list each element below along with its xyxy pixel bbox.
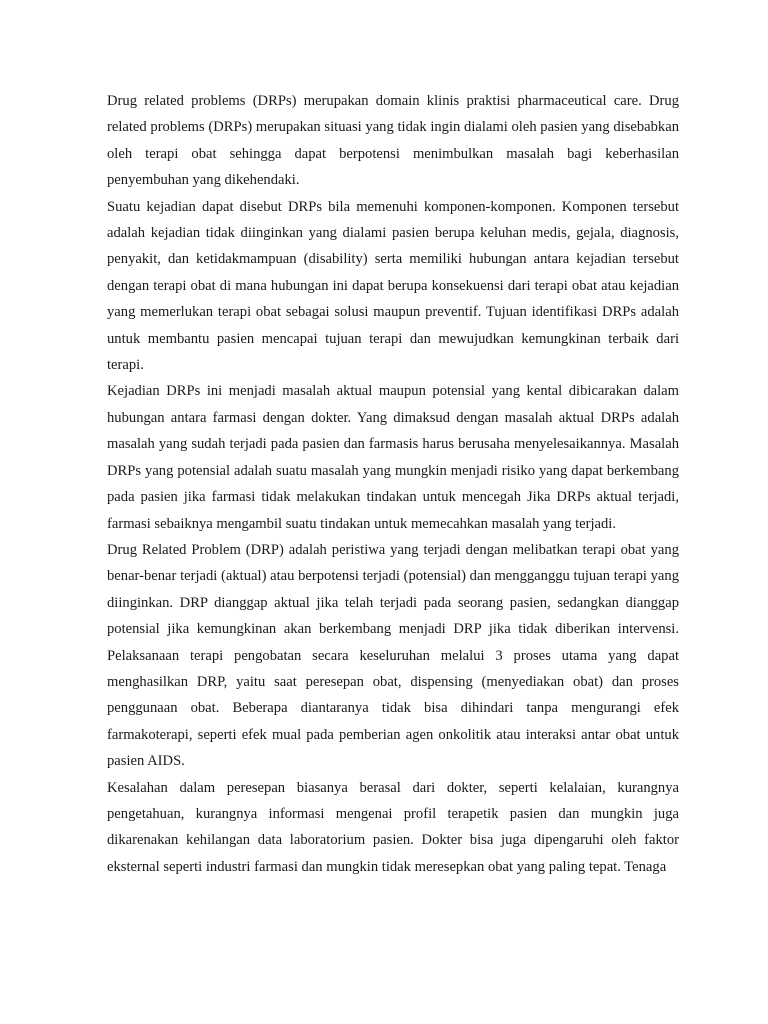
document-page	[107, 88, 679, 880]
paragraph-drp-process: Drug Related Problem (DRP) adalah peristiwa yang terjadi dengan melibatkan terapi obat yang benar-benar terjadi (aktual) atau berpotensi terjadi (potensial) dan mengganggu tujuan terapi yang diinginkan. DRP dianggap aktual jika telah terjadi pada seorang pasien, sedangkan dianggap potensial jika kemungkinan akan berkembang menjadi DRP jika tidak diberikan intervensi. Pelaksanaan terapi pengobatan secara keseluruhan melalui 3 proses utama yang dapat menghasilkan DRP, yaitu saat peresepan obat, dispensing (menyediakan obat) dan proses penggunaan obat. Beberapa diantaranya tidak bisa dihindari tanpa mengurangi efek farmakoterapi, seperti efek mual pada pemberian agen onkolitik atau interaksi antar obat untuk pasien AIDS.	[107, 541, 679, 770]
paragraph-prescribing-errors: Kesalahan dalam peresepan biasanya berasal dari dokter, seperti kelalaian, kurangnya pengetahuan, kurangnya informasi mengenai profil terapetik pasien dan mungkin juga dikarenakan kehilangan data laboratorium pasien. Dokter bisa juga dipengaruhi oleh faktor eksternal seperti industri farmasi dan mungkin tidak meresepkan obat yang paling tepat. Tenaga	[107, 779, 679, 875]
paragraph-drp-actual-potential: Kejadian DRPs ini menjadi masalah aktual maupun potensial yang kental dibicarakan dalam hubungan antara farmasi dengan dokter. Yang dimaksud dengan masalah aktual DRPs adalah masalah yang sudah terjadi pada pasien dan farmasis harus berusaha menyelesaikannya. Masalah DRPs yang potensial adalah suatu masalah yang mungkin menjadi risiko yang dapat berkembang pada pasien jika farmasi tidak melakukan tindakan untuk mencegah Jika DRPs aktual terjadi, farmasi sebaiknya mengambil suatu tindakan untuk memecahkan masalah yang terjadi.	[107, 383, 679, 532]
paragraph-drp-definition: Drug related problems (DRPs) merupakan domain klinis praktisi pharmaceutical care. Drug related problems (DRPs) merupakan situasi yang tidak ingin dialami oleh pasien yang disebabkan oleh terapi obat sehingga dapat berpotensi menimbulkan masalah bagi keberhasilan penyembuhan yang dikehendaki.	[107, 93, 679, 189]
paragraph-drp-components: Suatu kejadian dapat disebut DRPs bila memenuhi komponen-komponen. Komponen tersebut adalah kejadian tidak diinginkan yang dialami pasien berupa keluhan medis, gejala, diagnosis, penyakit, dan ketidakmampuan (disability) serta memiliki hubungan antara kejadian tersebut dengan terapi obat di mana hubungan ini dapat berupa konsekuensi dari terapi obat atau kejadian yang memerlukan terapi obat sebagai solusi maupun preventif. Tujuan identifikasi DRPs adalah untuk membantu pasien mencapai tujuan terapi dan mewujudkan kemungkinan terbaik dari terapi.	[107, 198, 679, 374]
